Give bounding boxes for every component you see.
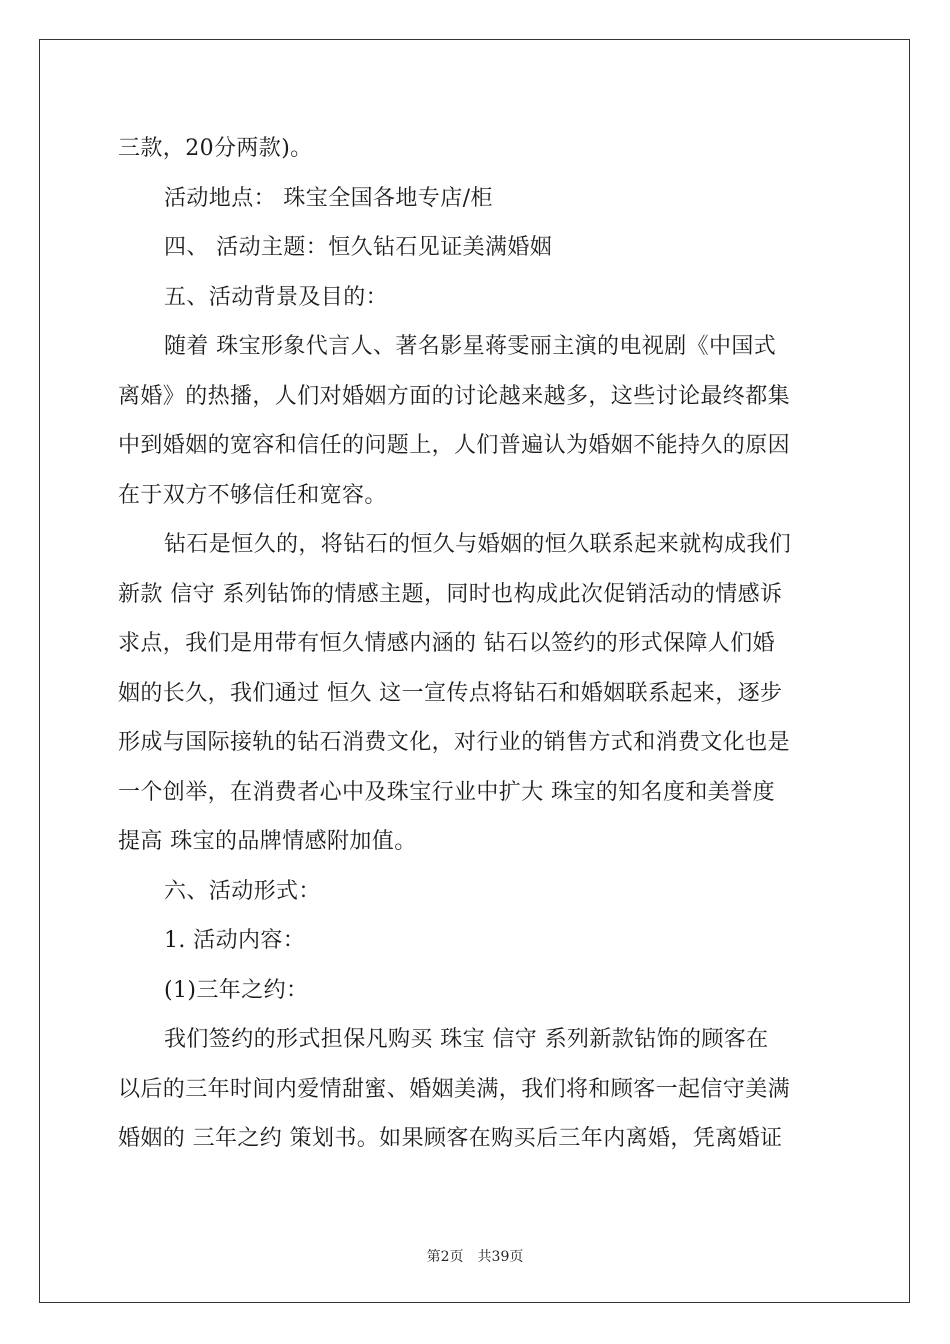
section-heading: 六、活动形式： [164,878,321,904]
text-line: 我们签约的形式担保凡购买 珠宝 信守 系列新款钻饰的顾客在 [164,1027,769,1052]
text-line: 婚姻的 三年之约 策划书。如果顾客在购买后三年内离婚，凭离婚证 [118,1126,783,1151]
text-line: 在于双方不够信任和宽容。 [118,482,387,508]
text-line: 求点，我们是用带有恒久情感内涵的 钻石以签约的形式保障人们婚 [118,631,775,656]
page-footer [0,1247,950,1267]
subsection-heading: 1. 活动内容： [164,928,306,953]
text-line: 中到婚姻的宽容和信任的问题上，人们普遍认为婚姻不能持久的原因 [118,433,791,458]
document-body [118,124,834,1164]
text-line: 钻石是恒久的，将钻石的恒久与婚姻的恒久联系起来就构成我们 [164,532,792,557]
text-line: 新款 信守 系列钻饰的情感主题，同时也构成此次促销活动的情感诉 [118,581,783,607]
text-line: 三款，20分两款)。 [118,136,313,161]
text-line: 以后的三年时间内爱情甜蜜、婚姻美满，我们将和顾客一起信守美满 [118,1076,791,1102]
section-heading: 四、 活动主题：恒久钻石见证美满婚姻 [164,235,553,260]
text-line: 姻的长久，我们通过 恒久 这一宣传点将钻石和婚姻联系起来，逐步 [118,680,783,706]
page-total: 共39页 [477,1249,524,1265]
text-line: 一个创举，在消费者心中及珠宝行业中扩大 珠宝的知名度和美誉度 [118,779,775,805]
text-line: 活动地点： 珠宝全国各地专店/柜 [164,185,493,211]
text-line: 随着 珠宝形象代言人、著名影星蒋雯丽主演的电视剧《中国式 [164,334,777,359]
text-line: 形成与国际接轨的钻石消费文化，对行业的销售方式和消费文化也是 [118,730,791,755]
subsection-heading: (1)三年之约： [164,977,309,1003]
text-line: 离婚》的热播，人们对婚姻方面的讨论越来越多，这些讨论最终都集 [118,383,791,409]
page-number: 第2页 [426,1249,464,1265]
section-heading: 五、活动背景及目的： [164,284,389,310]
text-line: 提高 珠宝的品牌情感附加值。 [118,829,417,854]
